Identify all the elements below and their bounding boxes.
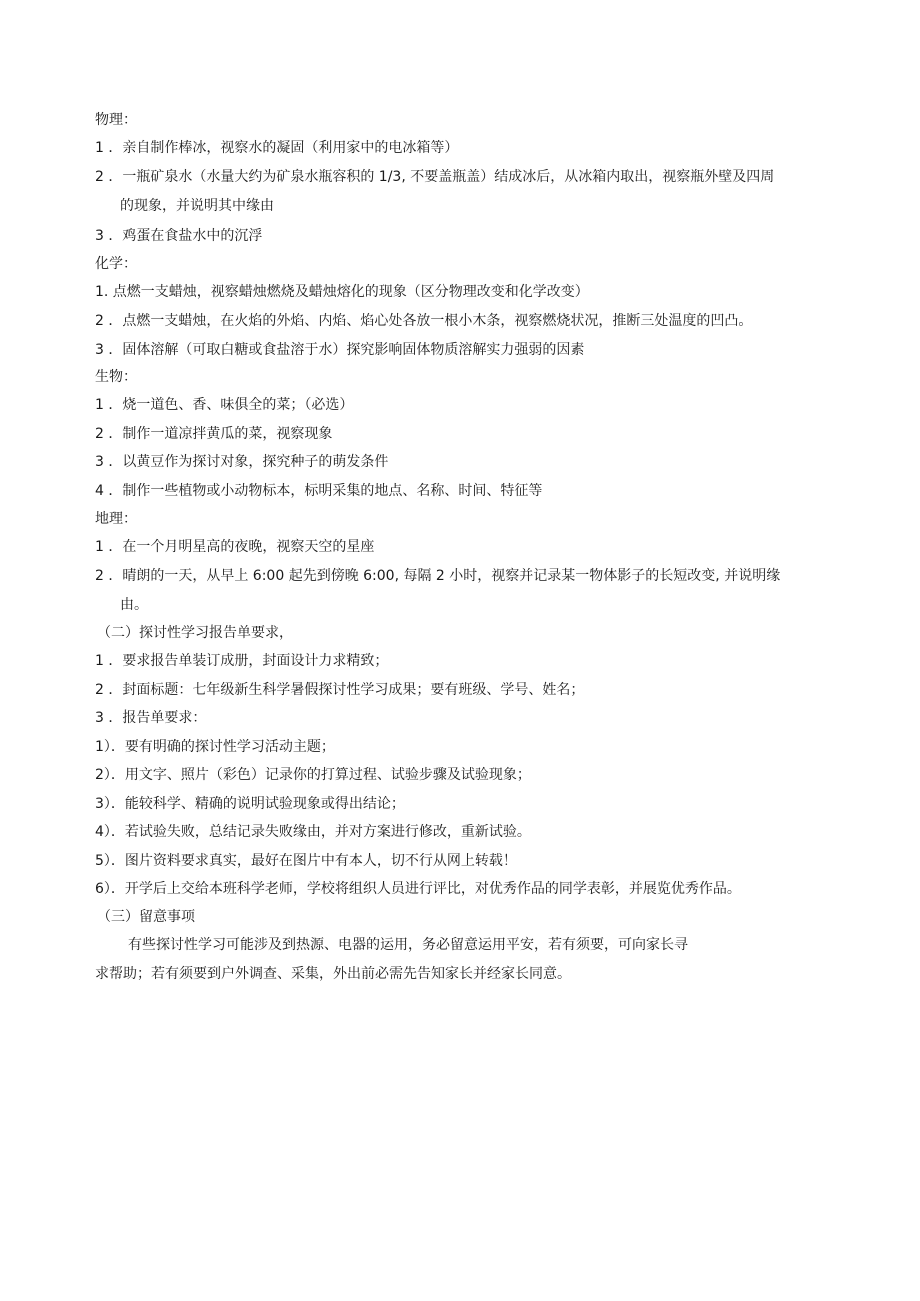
chemistry-item-3: 3 ．固体溶解（可取白糖或食盐溶于水）探究影响固体物质溶解实力强弱的因素 [95, 342, 585, 358]
report-sub-item-4: 4）．若试验失败，总结记录失败缘由，并对方案进行修改，重新试验。 [95, 824, 531, 840]
geography-heading: 地理： [95, 511, 137, 527]
geography-item-2-cont: 由。 [120, 597, 148, 613]
report-sub-item-2: 2）．用文字、照片（彩色）记录你的打算过程、试验步骤及试验现象； [95, 767, 531, 783]
notes-line-2: 求帮助；若有须要到户外调查、采集，外出前必需先告知家长并经家长同意。 [95, 966, 571, 982]
geography-item-1: 1 ．在一个月明星高的夜晚，视察天空的星座 [95, 539, 375, 555]
chemistry-item-2: 2 ．点燃一支蜡烛，在火焰的外焰、内焰、焰心处各放一根小木条，视察燃烧状况，推断三处温度的凹凸。 [95, 313, 753, 329]
physics-item-1: 1 ．亲自制作棒冰，视察水的凝固（利用家中的电冰箱等） [95, 140, 459, 156]
physics-item-3: 3 ．鸡蛋在食盐水中的沉浮 [95, 228, 263, 244]
biology-item-4: 4 ．制作一些植物或小动物标本，标明采集的地点、名称、时间、特征等 [95, 483, 543, 499]
physics-heading: 物理： [95, 112, 137, 128]
notes-heading: （三）留意事项 [97, 909, 195, 925]
physics-item-2: 2 ．一瓶矿泉水（水量大约为矿泉水瓶容积的 1/3, 不要盖瓶盖）结成冰后，从冰箱内取出，视察瓶外壁及四周 [95, 169, 775, 185]
biology-heading: 生物： [95, 369, 137, 385]
report-sub-item-1: 1）．要有明确的探讨性学习活动主题； [95, 739, 335, 755]
geography-item-2: 2 ．晴朗的一天，从早上 6:00 起先到傍晚 6:00, 每隔 2 小时，视察并记录某一物体影子的长短改变, 并说明缘 [95, 568, 781, 584]
report-item-2: 2 ．封面标题：七年级新生科学暑假探讨性学习成果；要有班级、学号、姓名； [95, 682, 585, 698]
biology-item-2: 2 ．制作一道凉拌黄瓜的菜，视察现象 [95, 426, 333, 442]
chemistry-item-1: 1. 点燃一支蜡烛，视察蜡烛燃烧及蜡烛熔化的现象（区分物理改变和化学改变） [95, 284, 589, 300]
biology-item-1: 1 ．烧一道色、香、味俱全的菜；（必选） [95, 397, 354, 413]
report-sub-item-6: 6）．开学后上交给本班科学老师，学校将组织人员进行评比，对优秀作品的同学表彰，并展览优秀作品。 [95, 881, 741, 897]
report-sub-item-3: 3）．能较科学、精确的说明试验现象或得出结论； [95, 796, 405, 812]
report-item-3: 3 ．报告单要求： [95, 710, 207, 726]
report-sub-item-5: 5）．图片资料要求真实，最好在图片中有本人，切不行从网上转载！ [95, 853, 517, 869]
physics-item-2-cont: 的现象，并说明其中缘由 [120, 198, 274, 214]
chemistry-heading: 化学： [95, 256, 137, 272]
notes-line-1: 有些探讨性学习可能涉及到热源、电器的运用，务必留意运用平安，若有须要，可向家长寻 [128, 937, 688, 953]
report-item-1: 1 ．要求报告单装订成册，封面设计力求精致； [95, 653, 389, 669]
biology-item-3: 3 ．以黄豆作为探讨对象，探究种子的萌发条件 [95, 454, 389, 470]
report-heading: （二）探讨性学习报告单要求， [97, 625, 293, 641]
